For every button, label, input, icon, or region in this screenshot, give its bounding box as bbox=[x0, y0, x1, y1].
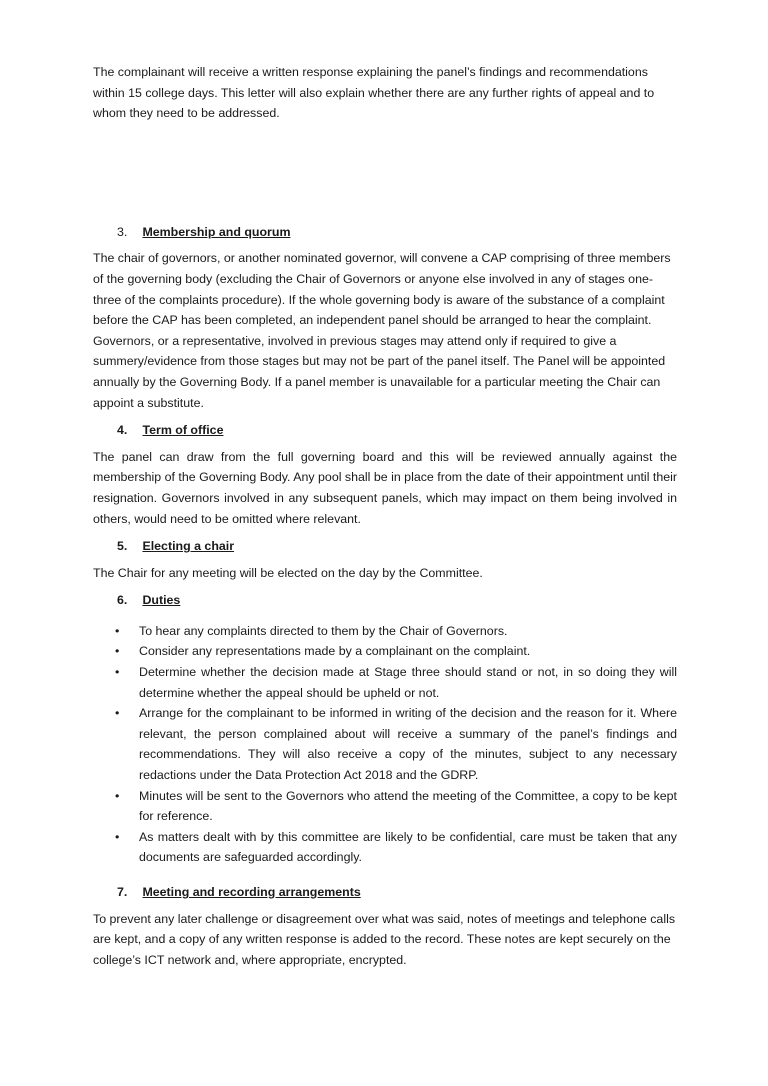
duties-list bbox=[93, 621, 677, 868]
section-number: 5. bbox=[117, 539, 128, 554]
section-heading-electing-a-chair bbox=[117, 536, 677, 557]
section-title: Term of office bbox=[142, 423, 224, 438]
list-item: • Arrange for the complainant to be informed in writing of the decision and the reason for it. Where relevant, the person complained about will receive a summary of the panel’s findings and recommendations. They will also receive a copy of the minutes, subject to any necessary redactions under the Data Protection Act 2018 and the GDRP. bbox=[93, 703, 677, 785]
list-item: • To hear any complaints directed to them by the Chair of Governors. bbox=[93, 621, 677, 642]
section-title: Duties bbox=[142, 593, 181, 608]
bullet-icon: • bbox=[115, 706, 120, 721]
list-item: • Minutes will be sent to the Governors who attend the meeting of the Committee, a copy to be kept for reference. bbox=[93, 786, 677, 827]
section-heading-membership bbox=[117, 222, 677, 243]
section-number: 7. bbox=[117, 885, 128, 899]
section-title: Electing a chair bbox=[142, 539, 235, 554]
section-heading-meeting-arrangements bbox=[117, 882, 677, 903]
section-body-meeting-arrangements: To prevent any later challenge or disagreement over what was said, notes of meetings and telephone calls are kept, and a copy of any written response is added to the record. These notes are kept securely on the college’s ICT network and, where appropriate, encrypted. bbox=[93, 911, 676, 967]
intro-paragraph: The complainant will receive a written response explaining the panel’s findings and recommendations within 15 college days. This letter will also explain whether there are any further rights of appeal and to whom they need to be addressed. bbox=[93, 65, 655, 121]
list-item: • As matters dealt with by this committee are likely to be confidential, care must be taken that any documents are safeguarded accordingly. bbox=[93, 827, 677, 868]
bullet-icon: • bbox=[115, 788, 120, 803]
section-body-term-of-office: The panel can draw from the full governing board and this will be reviewed annually against the membership of the Governing Body. Any pool shall be in place from the date of their appointment until their resignation. Governors involved in any subsequent panels, which may impact on them being involved in others, would need to be omitted where relevant. bbox=[93, 449, 677, 526]
bullet-icon: • bbox=[115, 665, 120, 680]
section-number: 6. bbox=[117, 593, 128, 608]
document-page bbox=[93, 62, 677, 977]
section-title: Membership and quorum bbox=[142, 224, 291, 239]
list-item: • Consider any representations made by a complainant on the complaint. bbox=[93, 641, 677, 662]
list-item: • Determine whether the decision made at Stage three should stand or not, in so doing they will determine whether the appeal should be upheld or not. bbox=[93, 662, 677, 703]
bullet-icon: • bbox=[115, 623, 120, 638]
section-title: Meeting and recording arrangements bbox=[142, 885, 361, 899]
section-number: 3. bbox=[117, 224, 128, 239]
bullet-icon: • bbox=[115, 644, 120, 659]
section-body-electing-a-chair: The Chair for any meeting will be elected on the day by the Committee. bbox=[93, 565, 483, 580]
section-number: 4. bbox=[117, 423, 128, 438]
section-heading-duties bbox=[117, 590, 677, 611]
section-heading-term-of-office bbox=[117, 420, 677, 441]
bullet-icon: • bbox=[115, 829, 120, 844]
section-body-membership: The chair of governors, or another nominated governor, will convene a CAP comprising of three members of the governing body (excluding the Chair of Governors or anyone else involved in any of stages one-three of the complaints procedure). If the whole governing body is aware of the substance of a complaint before the CAP has been completed, an independent panel should be arranged to hear the complaint. Governors, or a representative, involved in previous stages may attend only if required to give a summery/evidence from those stages but may not be part of the panel itself. The Panel will be appointed annually by the Governing Body. If a panel member is unavailable for a particular meeting the Chair can appoint a substitute. bbox=[93, 251, 671, 410]
